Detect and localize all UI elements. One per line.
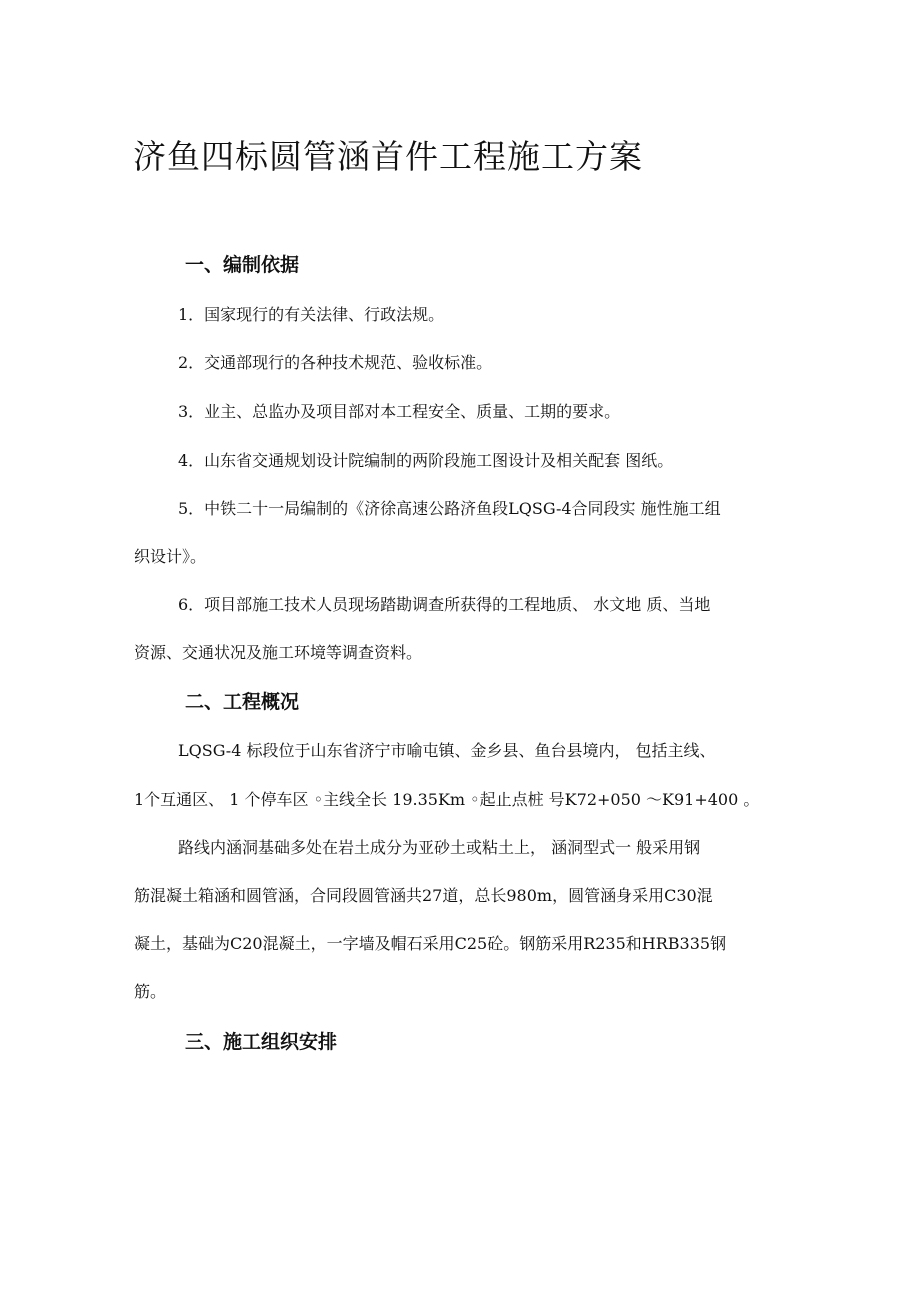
section-heading-overview: 二、工程概况 [185,691,300,713]
overview-line-4: 筋混凝土箱涵和圆管涵，合同段圆管涵共27道，总长980m，圆管涵身采用C30混 [134,886,713,905]
overview-line-3: 路线内涵洞基础多处在岩土成分为亚砂土或粘土上， 涵洞型式一 般采用钢 [178,838,701,857]
basis-item-5-line-2: 织设计》。 [134,547,207,566]
overview-line-5: 凝土，基础为C20混凝土，一字墙及帽石采用C25砼。钢筋采用R235和HRB335钢 [134,934,727,953]
overview-line-1: LQSG-4 标段位于山东省济宁市喻屯镇、金乡县、鱼台县境内， 包括主线、 [178,741,716,760]
section-heading-basis: 一、编制依据 [185,254,300,276]
basis-item-5-line-1: 5．中铁二十一局编制的《济徐高速公路济鱼段LQSG-4合同段实 施性施工组 [178,499,721,518]
document-title: 济鱼四标圆管涵首件工程施工方案 [133,137,643,176]
section-heading-organization: 三、施工组织安排 [185,1031,338,1053]
basis-item-6-line-1: 6．项目部施工技术人员现场踏勘调查所获得的工程地质、 水文地 质、当地 [178,595,711,614]
overview-line-6: 筋。 [134,982,167,1001]
basis-item-3: 3．业主、总监办及项目部对本工程安全、质量、工期的要求。 [178,402,621,421]
overview-line-2: 1个互通区、 1 个停车区 ◦主线全长 19.35Km ◦起止点桩 号K72+050 ～K91+400 。 [134,790,760,809]
basis-item-2: 2．交通部现行的各种技术规范、验收标准。 [178,353,493,372]
basis-item-4: 4．山东省交通规划设计院编制的两阶段施工图设计及相关配套 图纸。 [178,451,674,470]
basis-item-6-line-2: 资源、交通状况及施工环境等调查资料。 [134,643,423,662]
basis-item-1: 1．国家现行的有关法律、行政法规。 [178,305,445,324]
